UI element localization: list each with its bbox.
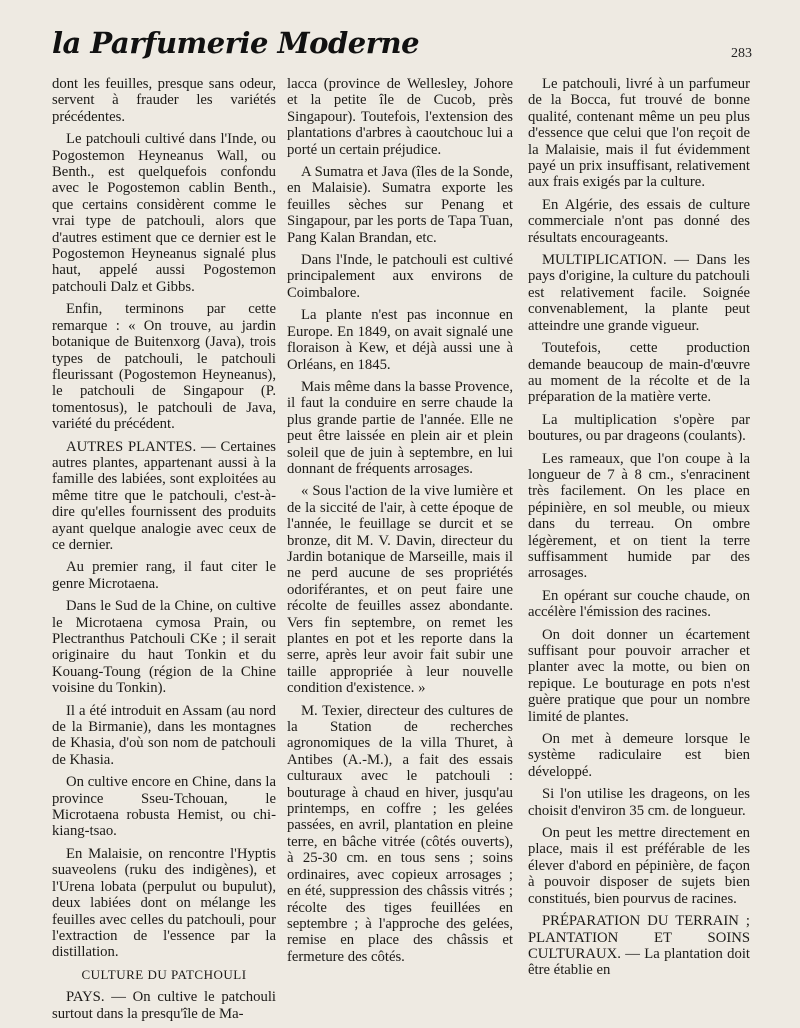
text-column-1 (52, 76, 276, 1028)
paragraph: Dans le Sud de la Chine, on cultive le Microtaena cymosa Prain, ou Plectranthus Patchouli CKe ; il serait originaire du haut Tonkin et du Kouang-Toung (région de la Chine voisine du Tonkin). (52, 598, 276, 697)
paragraph: On peut les mettre directement en place, mais il est préférable de les élever d'abord en pépinière, de façon à pouvoir disposer de sujets bien constitués, bien pourvus de racines. (528, 825, 750, 907)
paragraph: On cultive encore en Chine, dans la province Sseu-Tchouan, le Microtaena robusta Hemist, ou chi-kiang-tsao. (52, 774, 276, 840)
paragraph: Si l'on utilise les drageons, on les choisit d'environ 35 cm. de longueur. (528, 786, 750, 819)
paragraph: Enfin, terminons par cette remarque : « On trouve, au jardin botanique de Buitenxorg (Java), trois types de patchouli, le patchouli fleurissant (Pogostemon Heyneanus), le patchouli de Singapour (P. tomentosus), le patchouli de Java, variété du précédent. (52, 301, 276, 433)
paragraph: Le patchouli, livré à un parfumeur de la Bocca, fut trouvé de bonne qualité, contenant même un peu plus d'essence que celui que l'on reçoit de la Malaisie, mais il fut évidemment payé un prix insuffisant, relativement aux frais exigés par la culture. (528, 76, 750, 191)
paragraph: Dans l'Inde, le patchouli est cultivé principalement aux environs de Coimbalore. (287, 252, 513, 301)
paragraph: « Sous l'action de la vive lumière et de la siccité de l'air, à cette époque de l'année, le feuillage se durcit et se bronze, dit M. V. Davin, directeur du Jardin botanique de Marseille, mais il ne perd aucune de ses propriétés odoriférantes, et on peut faire une récolte de feuilles assez abondante. Vers fin septembre, on remet les plantes en pot et les reporte dans la serre, après leur avoir fait subir une taille appropriée à leur nouvelle condition d'existence. » (287, 483, 513, 697)
paragraph: On met à demeure lorsque le système radiculaire est bien développé. (528, 731, 750, 780)
paragraph: lacca (province de Wellesley, Johore et la petite île de Cucob, près Singapour). Toutefois, l'extension des plantations d'arbres à caoutchouc lui a porté un certain préjudice. (287, 76, 513, 158)
section-heading: CULTURE DU PATCHOULI (81, 966, 247, 982)
paragraph: PRÉPARATION DU TERRAIN ; PLANTATION ET SOINS CULTURAUX. — La plantation doit être établie en (528, 913, 750, 979)
paragraph: Mais même dans la basse Provence, il faut la conduire en serre chaude la plus grande partie de l'année. Elle ne peut être laissée en plein air et plein soleil que de juin à septembre, en lui donnant de fréquents arrosages. (287, 378, 513, 477)
paragraph: dont les feuilles, presque sans odeur, servent à frauder les variétés précédentes. (52, 76, 276, 125)
text-column-2 (287, 76, 513, 971)
paragraph: PAYS. — On cultive le patchouli surtout dans la presqu'île de Ma- (52, 989, 276, 1022)
paragraph: A Sumatra et Java (îles de la Sonde, en Malaisie). Sumatra exporte les feuilles sèches sur Penang et Singapour, par les ports de Tapa Tuan, Pang Kalan Brandan, etc. (287, 164, 513, 246)
paragraph: On doit donner un écartement suffisant pour pouvoir arracher et planter avec la motte, ou bien on repique. Le bouturage en pots n'est guère pratique que pour un nombre limité de plantes. (528, 626, 750, 725)
paragraph: En opérant sur couche chaude, on accélère l'émission des racines. (528, 587, 750, 621)
page-number: 283 (731, 46, 752, 61)
paragraph: Les rameaux, que l'on coupe à la longueur de 7 à 8 cm., s'enracinent très facilement. On les place en pépinière, en sol meuble, ou mieux dans du terreau. On ombre légèrement, et on tient la terre suffisamment humide par des arrosages. (528, 450, 750, 582)
paragraph: Au premier rang, il faut citer le genre Microtaena. (52, 559, 276, 592)
paragraph: Il a été introduit en Assam (au nord de la Birmanie), dans les montagnes de Khasia, d'où son nom de patchouli de Khasia. (52, 702, 276, 768)
paragraph: En Algérie, des essais de culture commerciale n'ont pas donné des résultats encourageants. (528, 196, 750, 246)
paragraph: La plante n'est pas inconnue en Europe. En 1849, on avait signalé une floraison à Kew, et déjà aussi une à Orléans, en 1845. (287, 307, 513, 373)
paragraph: Le patchouli cultivé dans l'Inde, ou Pogostemon Heyneanus Wall, ou Benth., est quelquefois confondu avec le Pogostemon cablin Benth., que certains considèrent comme le vrai type de patchouli, alors que d'autres estiment que ce dernier est le Pogostemon Heyneanus signalé plus haut, appelé aussi Pogostemon patchouli Dalz et Gibbs. (52, 131, 276, 295)
paragraph: La multiplication s'opère par boutures, ou par drageons (coulants). (528, 411, 750, 445)
paragraph: MULTIPLICATION. — Dans les pays d'origine, la culture du patchouli est relativement facile. Soignée convenablement, la plante peut atteindre une grande vigueur. (528, 252, 750, 334)
text-column-3 (528, 76, 750, 985)
masthead-title: la Parfumerie Moderne (52, 26, 420, 60)
paragraph: AUTRES PLANTES. — Certaines autres plantes, appartenant aussi à la famille des labiées, sont exploitées au même titre que le patchouli, c'est-à-dire qu'elles fournissent des produits ayant quelque analogie avec ceux de ce dernier. (52, 438, 276, 553)
paragraph: En Malaisie, on rencontre l'Hyptis suaveolens (ruku des indigènes), et l'Urena lobata (perpulut ou bupulut), deux labiées dont on mélange les feuilles avec celles du patchouli, pour l'extraction de l'essence par la distillation. (52, 845, 276, 961)
paragraph: M. Texier, directeur des cultures de la Station de recherches agronomiques de la villa Thuret, à Antibes (A.-M.), a fait des essais culturaux avec le patchouli : bouturage à chaud en hiver, jusqu'au printemps, en coffre ; les gelées passées, en avril, plantation en pleine terre, en bâche vitrée (côtés ouverts), à 25-30 cm. en tous sens ; soins ordinaires, avec copieux arrosages ; en été, suppression des châssis vitrés ; récolte des tiges feuillées en septembre ; à l'approche des gelées, remise en place des châssis et fermeture des côtés. (287, 702, 513, 965)
paragraph: Toutefois, cette production demande beaucoup de main-d'œuvre au moment de la récolte et de la préparation de la matière verte. (528, 340, 750, 406)
